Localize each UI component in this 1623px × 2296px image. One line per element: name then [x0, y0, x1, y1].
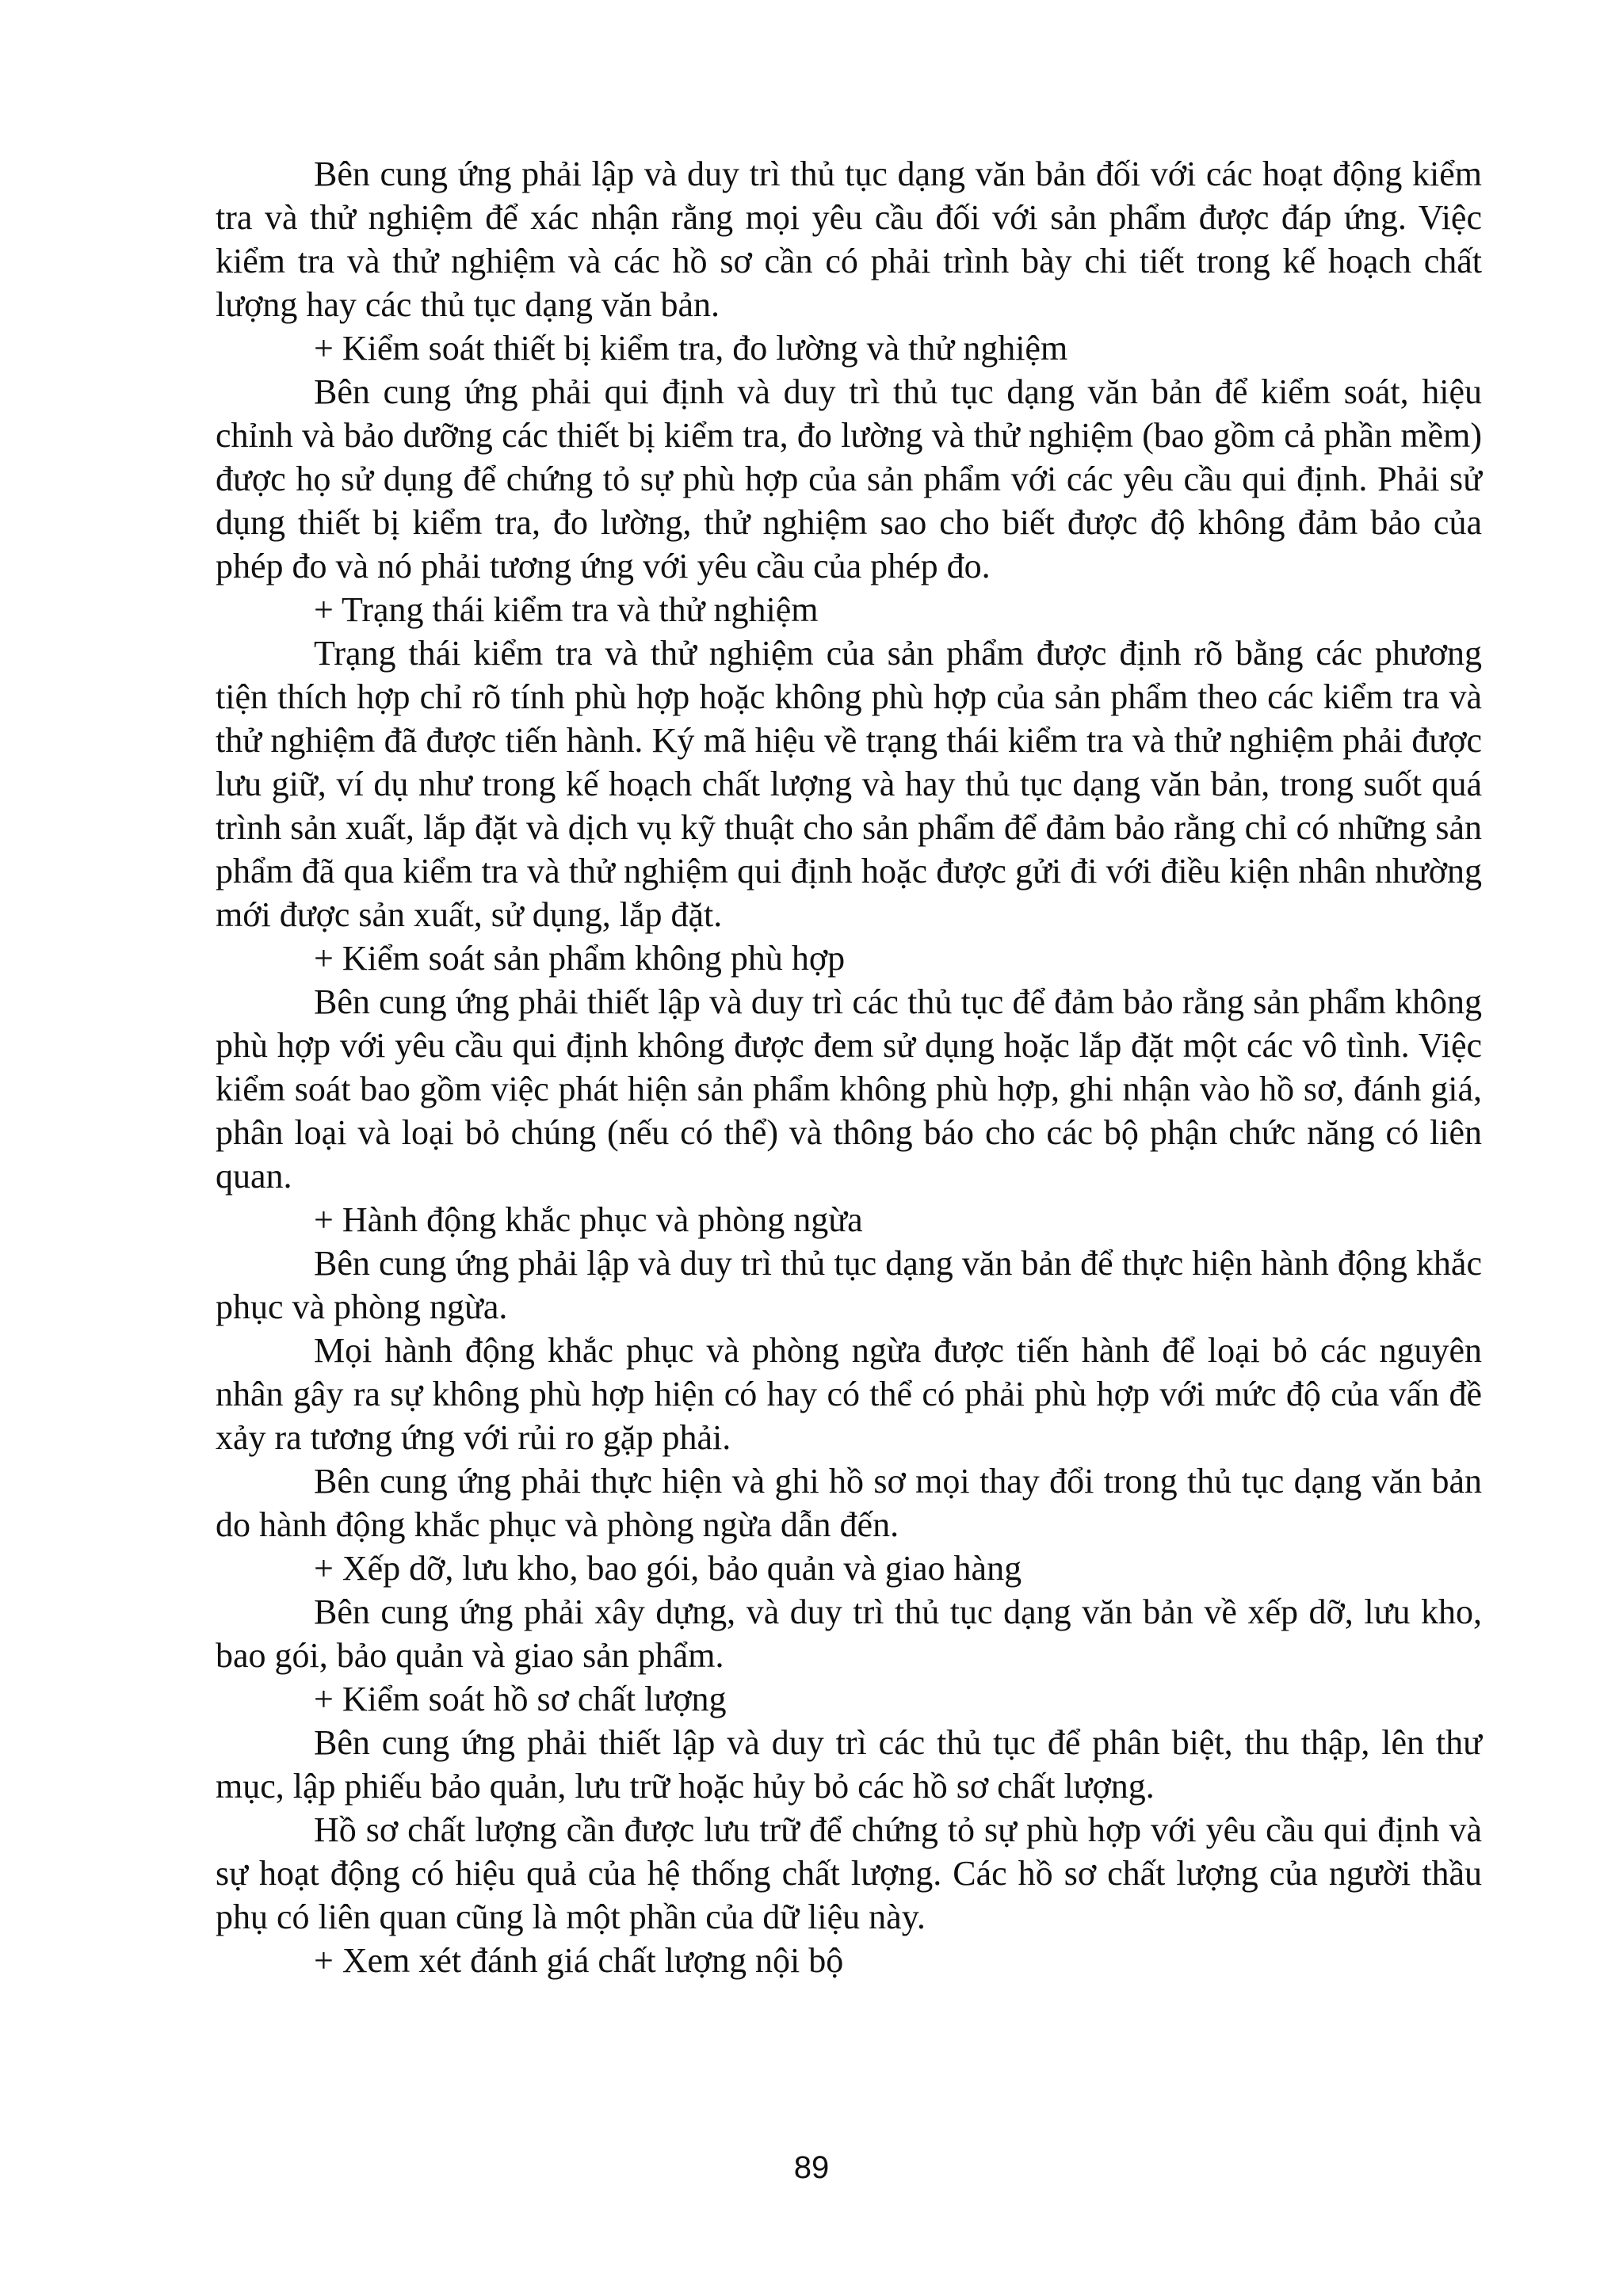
- paragraph: Bên cung ứng phải thực hiện và ghi hồ sơ mọi thay đổi trong thủ tục dạng văn bản do hành động khắc phục và phòng ngừa dẫn đến.: [216, 1462, 1482, 1544]
- section-heading: + Hành động khắc phục và phòng ngừa: [314, 1200, 863, 1239]
- paragraph: Bên cung ứng phải thiết lập và duy trì các thủ tục để đảm bảo rằng sản phẩm không phù hợp với yêu cầu qui định không được đem sử dụng hoặc lắp đặt một các vô tình. Việc kiểm soát bao gồm việc phát hiện sản phẩm không phù hợp, ghi nhận vào hồ sơ, đánh giá, phân loại và loại bỏ chúng (nếu có thể) và thông báo cho các bộ phận chức năng có liên quan.: [216, 982, 1482, 1196]
- paragraph: Bên cung ứng phải lập và duy trì thủ tục dạng văn bản đối với các hoạt động kiểm tra và thử nghiệm để xác nhận rằng mọi yêu cầu đối với sản phẩm được đáp ứng. Việc kiểm tra và thử nghiệm và các hồ sơ cần có phải trình bày chi tiết trong kế hoạch chất lượng hay các thủ tục dạng văn bản.: [216, 154, 1482, 324]
- page-number: 89: [793, 2150, 830, 2185]
- section-heading: + Kiểm soát sản phẩm không phù hợp: [314, 939, 846, 978]
- section-heading: + Kiểm soát hồ sơ chất lượng: [314, 1680, 727, 1718]
- paragraph: Bên cung ứng phải qui định và duy trì thủ tục dạng văn bản để kiểm soát, hiệu chỉnh và bảo dưỡng các thiết bị kiểm tra, đo lường và thử nghiệm (bao gồm cả phần mềm) được họ sử dụng để chứng tỏ sự phù hợp của sản phẩm với các yêu cầu qui định. Phải sử dụng thiết bị kiểm tra, đo lường, thử nghiệm sao cho biết được độ không đảm bảo của phép đo và nó phải tương ứng với yêu cầu của phép đo.: [216, 372, 1482, 585]
- paragraph: Bên cung ứng phải xây dựng, và duy trì thủ tục dạng văn bản về xếp dỡ, lưu kho, bao gói, bảo quản và giao sản phẩm.: [216, 1592, 1482, 1675]
- page-content: [216, 152, 1482, 1982]
- section-heading: + Xếp dỡ, lưu kho, bao gói, bảo quản và giao hàng: [314, 1549, 1022, 1588]
- paragraph: Mọi hành động khắc phục và phòng ngừa được tiến hành để loại bỏ các nguyên nhân gây ra sự không phù hợp hiện có hay có thể có phải phù hợp với mức độ của vấn đề xảy ra tương ứng với rủi ro gặp phải.: [216, 1331, 1482, 1457]
- paragraph: Bên cung ứng phải thiết lập và duy trì các thủ tục để phân biệt, thu thập, lên thư mục, lập phiếu bảo quản, lưu trữ hoặc hủy bỏ các hồ sơ chất lượng.: [216, 1723, 1482, 1806]
- paragraph: Bên cung ứng phải lập và duy trì thủ tục dạng văn bản để thực hiện hành động khắc phục và phòng ngừa.: [216, 1244, 1482, 1326]
- paragraph: Hồ sơ chất lượng cần được lưu trữ để chứng tỏ sự phù hợp với yêu cầu qui định và sự hoạt động có hiệu quả của hệ thống chất lượng. Các hồ sơ chất lượng của người thầu phụ có liên quan cũng là một phần của dữ liệu này.: [216, 1810, 1482, 1936]
- section-heading: + Trạng thái kiểm tra và thử nghiệm: [314, 590, 819, 629]
- section-heading: + Kiểm soát thiết bị kiểm tra, đo lường và thử nghiệm: [314, 329, 1068, 368]
- paragraph: Trạng thái kiểm tra và thử nghiệm của sản phẩm được định rõ bằng các phương tiện thích hợp chỉ rõ tính phù hợp hoặc không phù hợp của sản phẩm theo các kiểm tra và thử nghiệm đã được tiến hành. Ký mã hiệu về trạng thái kiểm tra và thử nghiệm phải được lưu giữ, ví dụ như trong kế hoạch chất lượng và hay thủ tục dạng văn bản, trong suốt quá trình sản xuất, lắp đặt và dịch vụ kỹ thuật cho sản phẩm để đảm bảo rằng chỉ có những sản phẩm đã qua kiểm tra và thử nghiệm qui định hoặc được gửi đi với điều kiện nhân nhường mới được sản xuất, sử dụng, lắp đặt.: [216, 634, 1482, 934]
- section-heading: + Xem xét đánh giá chất lượng nội bộ: [314, 1941, 844, 1980]
